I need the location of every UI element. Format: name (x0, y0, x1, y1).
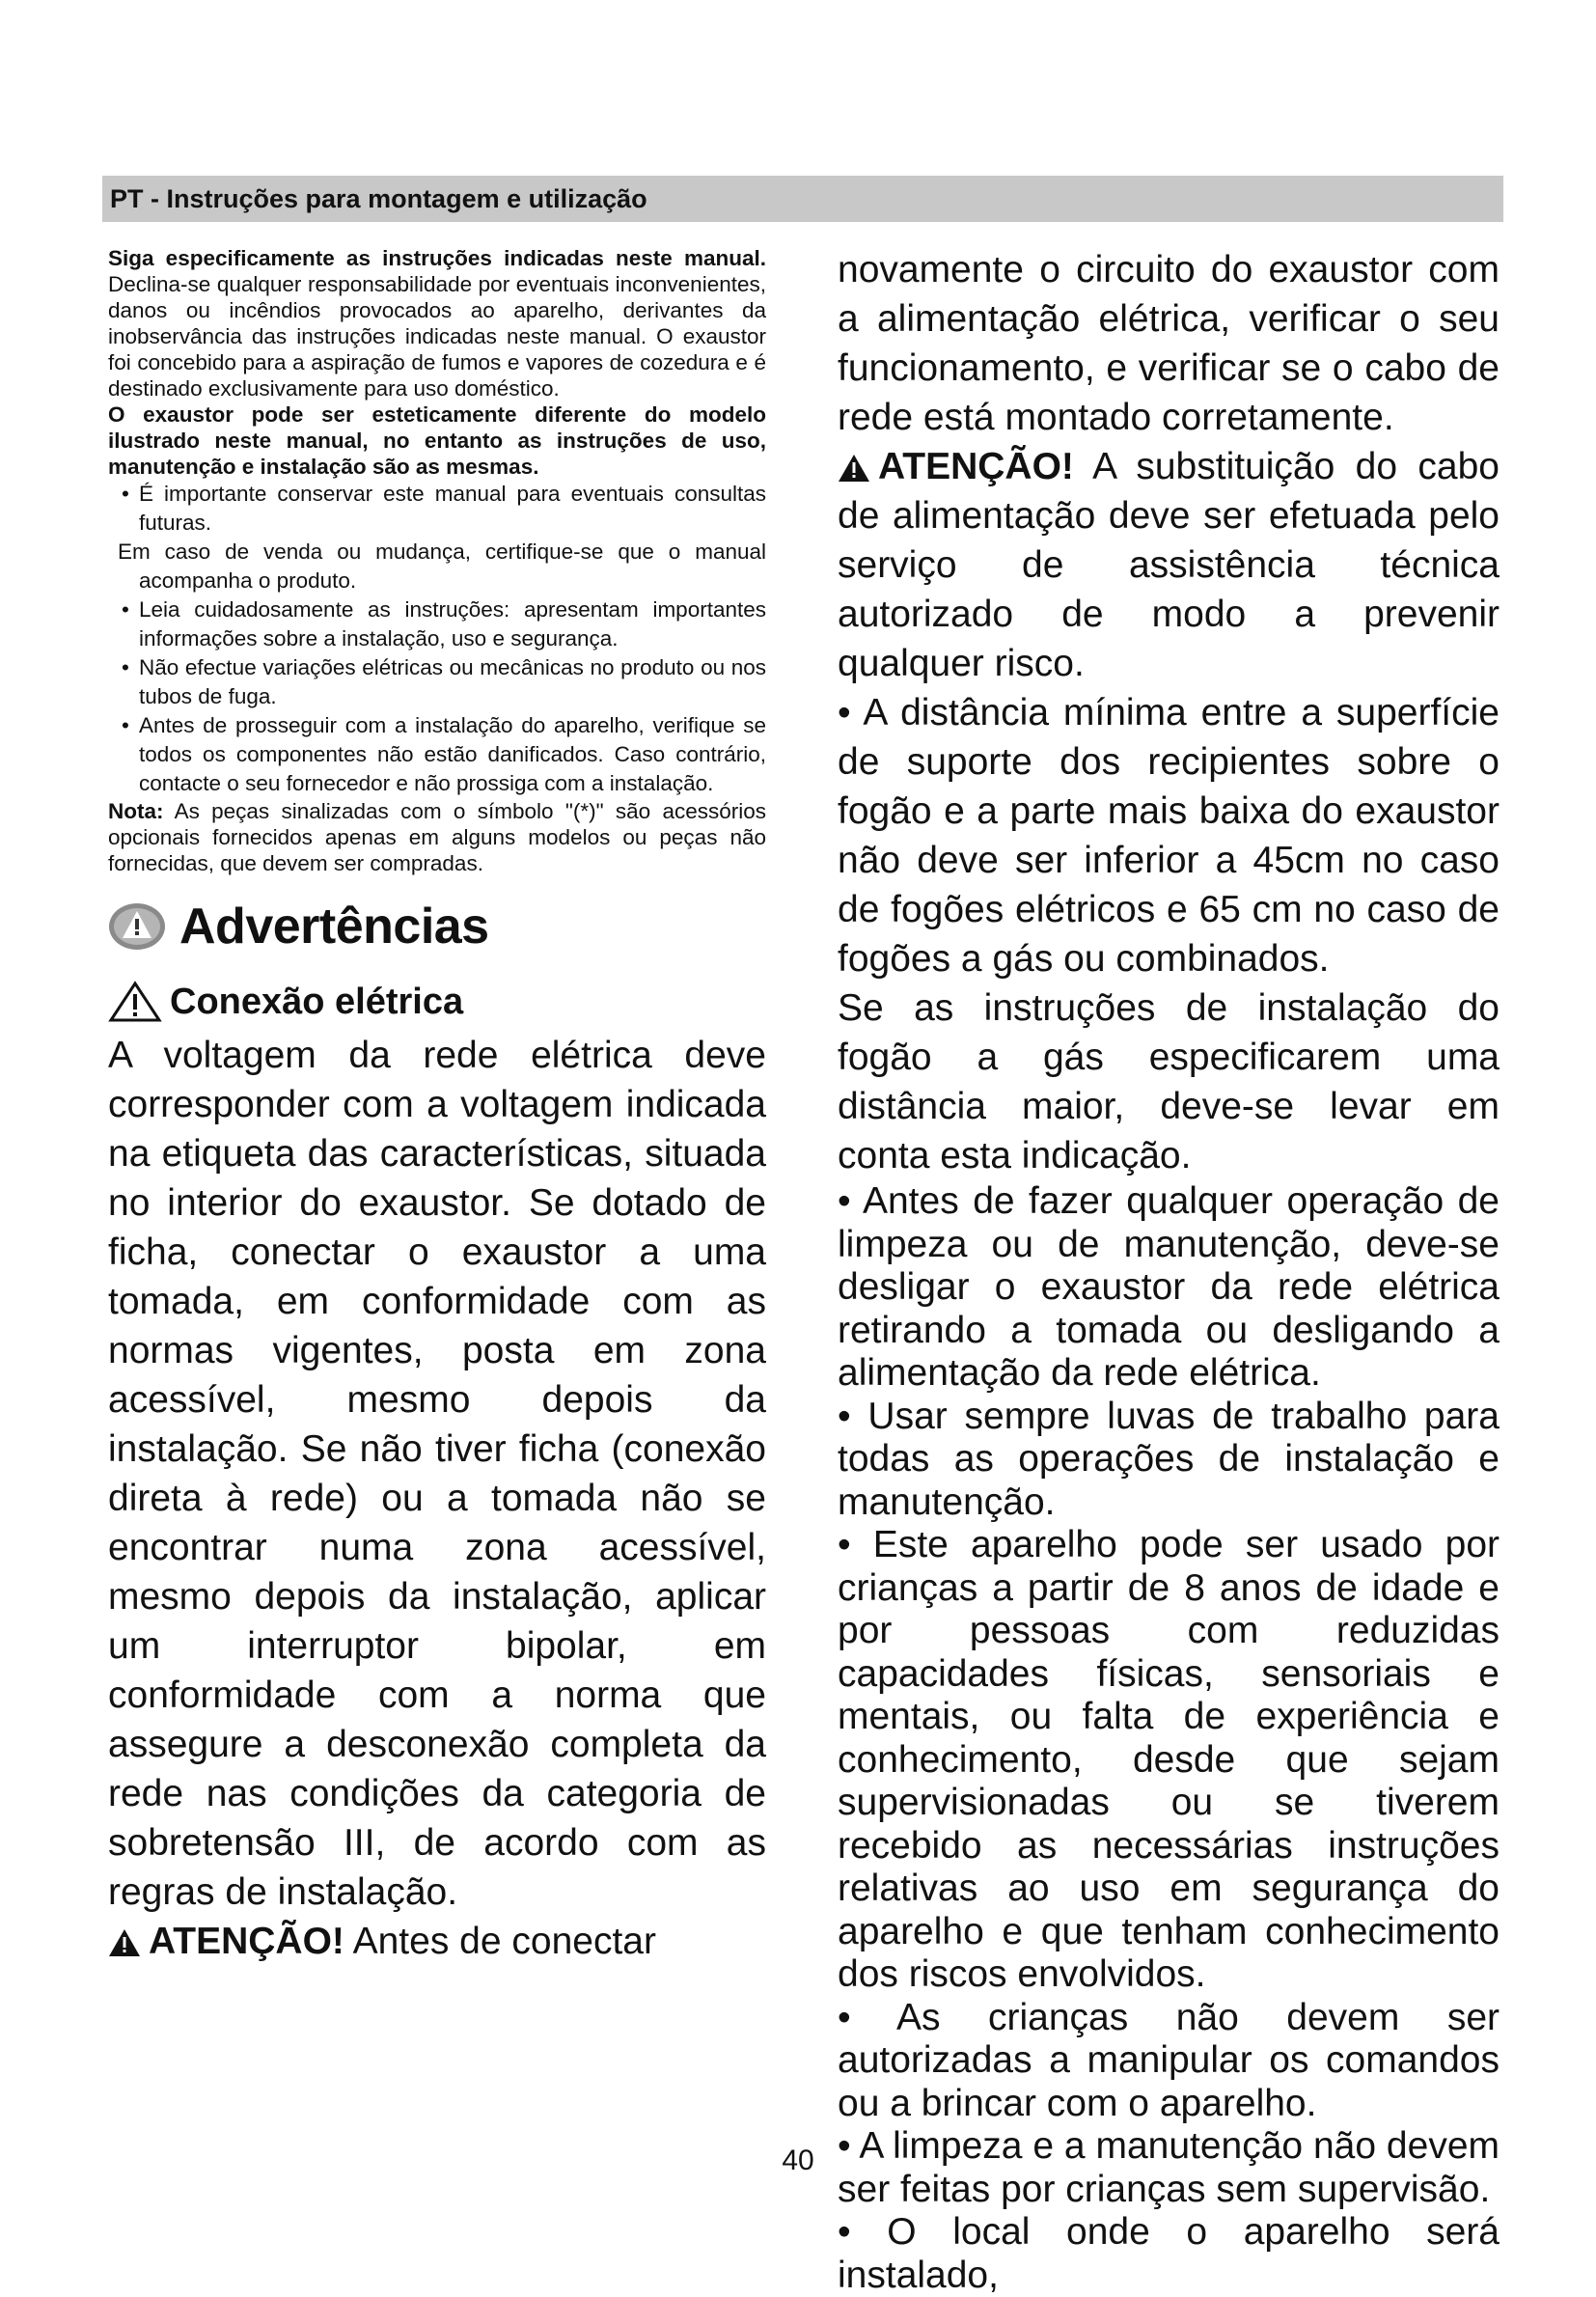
warnings-heading (108, 898, 766, 955)
note-paragraph: Nota: As peças sinalizadas com o símbolo "(*)" são acessórios opcionais fornecidos apenas em alguns modelos ou peças não fornecidas, que devem ser compradas. (108, 799, 766, 875)
warning-filled-icon (108, 1928, 141, 1957)
note-label: Nota: (108, 799, 164, 823)
children-8-paragraph: • Este aparelho pode ser usado por crianças a partir de 8 anos de idade e por pessoas com reduzidas capacidades físicas, sensoriais e mentais, ou falta de experiência e conhecimento, desde que sejam supervisionadas ou se tiverem recebido as necessárias instruções relativas ao uso em segurança do aparelho e que tenham conhecimento dos riscos envolvidos. (838, 1524, 1500, 1995)
electrical-connection-heading (108, 981, 766, 1023)
caution-triangle-icon (108, 981, 162, 1023)
instructions-list (108, 480, 766, 798)
section-header (102, 176, 1503, 222)
list-item: • Não efectue variações elétricas ou mecânicas no produto ou nos tubos de fuga. (122, 655, 766, 708)
warning-filled-icon (838, 454, 870, 483)
list-item: Em caso de venda ou mudança, certifique-se que o manual acompanha o produto. (118, 540, 766, 593)
list-item: • Antes de prosseguir com a instalação do aparelho, verifique se todos os componentes não estão danificados. Caso contrário, contacte o seu fornecedor e não prossiga com a instalação. (122, 713, 766, 795)
page-number: 40 (782, 2145, 814, 2176)
intro-bold-text: Siga especificamente as instruções indicadas neste manual. (108, 246, 766, 270)
location-paragraph: • O local onde o aparelho será instalado, (838, 2211, 1500, 2296)
gloves-paragraph: • Usar sempre luvas de trabalho para todas as operações de instalação e manutenção. (838, 1395, 1500, 1523)
attention-label: ATENÇÃO! (149, 1921, 344, 1962)
model-difference-note: O exaustor pode ser esteticamente diferente do modelo ilustrado neste manual, no entanto as instruções de uso, manutenção e instalação são as mesmas. (108, 402, 766, 479)
warning-circle-icon (108, 902, 166, 951)
controls-paragraph: • As crianças não devem ser autorizadas a manipular os comandos ou a brincar com o aparelho. (838, 1996, 1500, 2124)
intro-paragraph (108, 245, 766, 401)
section-title: PT - Instruções para montagem e utilização (110, 184, 647, 213)
left-column (108, 245, 766, 1966)
attention-paragraph-right: ATENÇÃO! A substituição do cabo de alimentação deve ser efetuada pelo serviço de assistência técnica autorizado de modo a prevenir qualquer risco. (838, 446, 1500, 684)
gas-instructions-paragraph: Se as instruções de instalação do fogão a gás especificarem uma distância maior, deve-se levar em conta esta indicação. (838, 987, 1500, 1176)
intro-text: Declina-se qualquer responsabilidade por eventuais inconvenientes, danos ou incêndios provocados ao aparelho, derivantes da inobservância das instruções indicadas neste manual. O exaustor foi concebido para a aspiração de fumos e vapores de cozedura e é destinado exclusivamente para uso doméstico. (108, 272, 766, 401)
attention-paragraph-left: ATENÇÃO! Antes de conectar (108, 1917, 766, 1966)
warnings-title: Advertências (179, 899, 489, 955)
min-distance-paragraph: • A distância mínima entre a superfície de suporte dos recipientes sobre o fogão e a parte mais baixa do exaustor não deve ser inferior a 45cm no caso de fogões elétricos e 65 cm no caso de fogões a gás ou combinados. (838, 692, 1500, 980)
right-column (838, 245, 1500, 2297)
cleaning-paragraph: • Antes de fazer qualquer operação de limpeza ou de manutenção, deve-se desligar o exaustor da rede elétrica retirando a tomada ou desligando a alimentação da rede elétrica. (838, 1180, 1500, 1394)
electrical-connection-title: Conexão elétrica (170, 981, 464, 1022)
list-item: • Leia cuidadosamente as instruções: apresentam importantes informações sobre a instalação, uso e segurança. (122, 597, 766, 650)
attention-label: ATENÇÃO! (878, 446, 1074, 487)
list-item: • É importante conservar este manual para eventuais consultas futuras. (122, 482, 766, 535)
supervision-paragraph: • A limpeza e a manutenção não devem ser feitas por crianças sem supervisão. (838, 2125, 1500, 2210)
continued-text: novamente o circuito do exaustor com a alimentação elétrica, verificar o seu funcionamento, e verificar se o cabo de rede está montado corretamente. (838, 249, 1500, 438)
electrical-connection-text: A voltagem da rede elétrica deve corresponder com a voltagem indicada na etiqueta das características, situada no interior do exaustor. Se dotado de ficha, conectar o exaustor a uma tomada, em conformidade com as normas vigentes, posta em zona acessível, mesmo depois da instalação. Se não tiver ficha (conexão direta à rede) ou a tomada não se encontrar numa zona acessível, mesmo depois da instalação, aplicar um interruptor bipolar, em conformidade com a norma que assegure a desconexão completa da rede nas condições da categoria de sobretensão III, de acordo com as regras de instalação. (108, 1035, 766, 1913)
